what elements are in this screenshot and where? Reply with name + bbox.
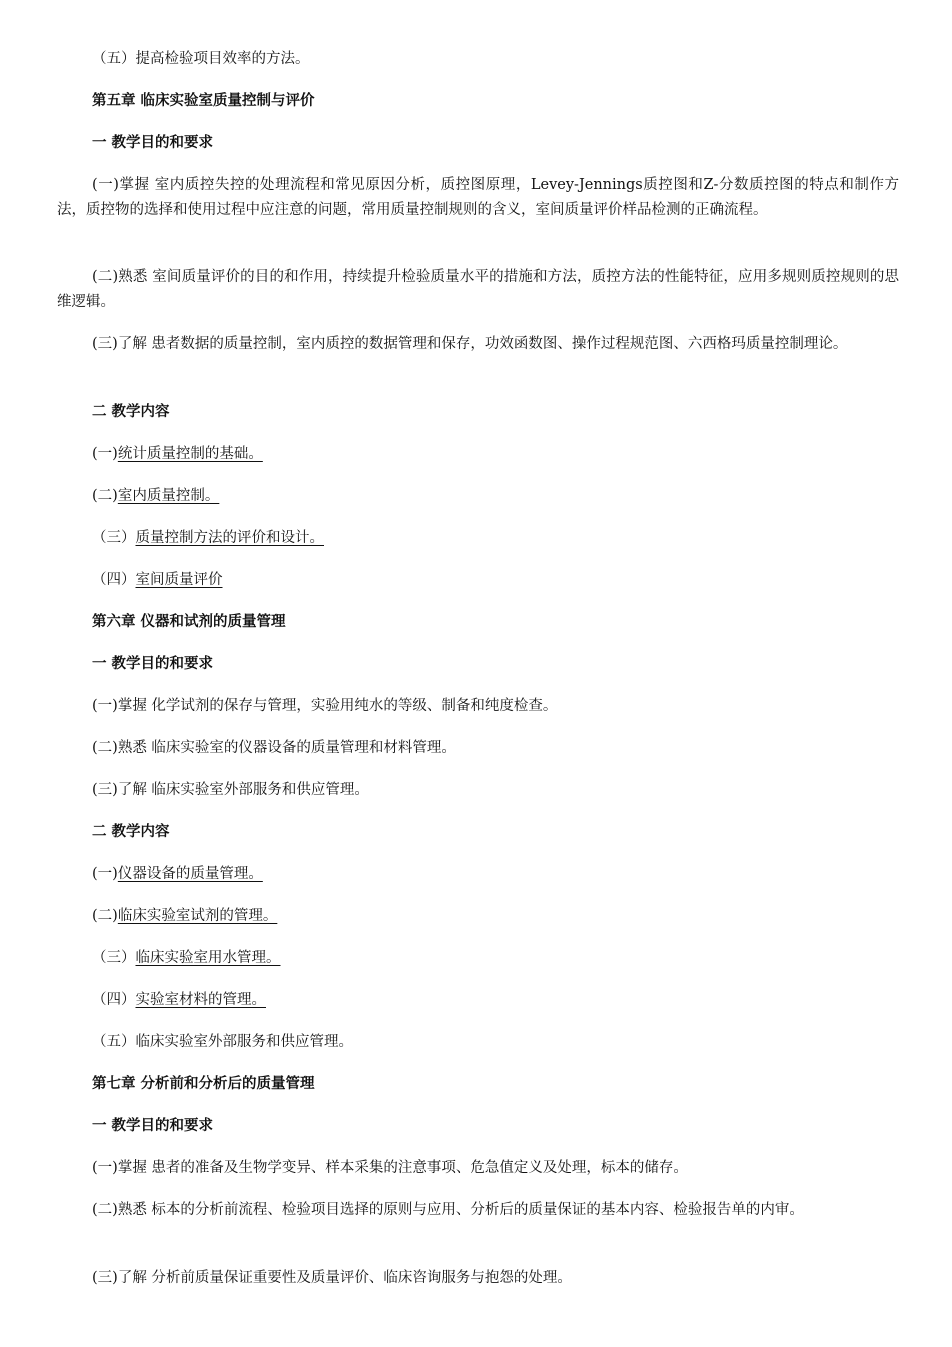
- chapter-5-content-4: [92, 571, 223, 589]
- content-link[interactable]: 仪器设备的质量管理。: [117, 866, 263, 882]
- chapter-6-content-5: （五）临床实验室外部服务和供应管理。: [92, 1034, 353, 1050]
- chapter-7-title: 第七章 分析前和分析后的质量管理: [92, 1075, 315, 1092]
- content-link[interactable]: 室内质量控制。: [117, 488, 220, 504]
- content-link[interactable]: 临床实验室用水管理。: [135, 950, 281, 966]
- chapter-6-content-3: [92, 949, 281, 967]
- content-prefix: （三）: [92, 950, 136, 966]
- chapter-5-content-3: [92, 529, 324, 547]
- chapter-7-objective-familiar: (二)熟悉 标本的分析前流程、检验项目选择的原则与应用、分析后的质量保证的基本内容、检验报告单的内审。: [92, 1202, 804, 1218]
- content-prefix: (二): [92, 908, 118, 924]
- chapter-5-title: 第五章 临床实验室质量控制与评价: [92, 92, 315, 109]
- chapter-5-content-1: [92, 445, 263, 463]
- chapter-6-content-4: [92, 991, 266, 1009]
- content-prefix: （四）: [92, 992, 136, 1008]
- chapter-5-objective-master: (一)掌握 室内质控失控的处理流程和常见原因分析，质控图原理，Levey-Jennings质控图和Z-分数质控图的特点和制作方法，质控物的选择和使用过程中应注意的问题，常用质量控制规则的含义，室间质量评价样品检测的正确流程。: [57, 177, 899, 218]
- chapter-5-objective-familiar: (二)熟悉 室间质量评价的目的和作用，持续提升检验质量水平的措施和方法，质控方法的性能特征，应用多规则质控规则的思维逻辑。: [57, 269, 899, 310]
- chapter-6-objective-master: (一)掌握 化学试剂的保存与管理，实验用纯水的等级、制备和纯度检查。: [92, 698, 558, 714]
- chapter-5-section-objectives: 一 教学目的和要求: [92, 134, 214, 151]
- content-prefix: （四）: [92, 572, 136, 588]
- chapter-6-content-2: [92, 907, 277, 925]
- chapter-7-objective-master: (一)掌握 患者的准备及生物学变异、样本采集的注意事项、危急值定义及处理，标本的储存。: [92, 1160, 688, 1176]
- chapter-6-objective-familiar: (二)熟悉 临床实验室的仪器设备的质量管理和材料管理。: [92, 740, 456, 756]
- chapter-6-objective-understand: (三)了解 临床实验室外部服务和供应管理。: [92, 782, 369, 798]
- chapter-6-content-1: [92, 865, 263, 883]
- content-link[interactable]: 临床实验室试剂的管理。: [117, 908, 278, 924]
- chapter-6-title: 第六章 仪器和试剂的质量管理: [92, 613, 286, 630]
- chapter-7-section-objectives: 一 教学目的和要求: [92, 1117, 214, 1134]
- chapter-5-content-2: [92, 487, 219, 505]
- content-prefix: (一): [92, 866, 118, 882]
- chapter-5-section-content: 二 教学内容: [92, 403, 170, 420]
- chapter-6-section-objectives: 一 教学目的和要求: [92, 655, 214, 672]
- chapter-6-section-content: 二 教学内容: [92, 823, 170, 840]
- content-link[interactable]: 室间质量评价: [135, 572, 223, 588]
- content-link[interactable]: 实验室材料的管理。: [135, 992, 266, 1008]
- chapter-5-objective-understand: (三)了解 患者数据的质量控制，室内质控的数据管理和保存，功效函数图、操作过程规范图、六西格玛质量控制理论。: [92, 336, 848, 352]
- content-link[interactable]: 质量控制方法的评价和设计。: [135, 530, 324, 546]
- content-link[interactable]: 统计质量控制的基础。: [117, 446, 263, 462]
- item-efficiency-methods: （五）提高检验项目效率的方法。: [92, 51, 310, 67]
- content-prefix: (一): [92, 446, 118, 462]
- content-prefix: （三）: [92, 530, 136, 546]
- content-prefix: (二): [92, 488, 118, 504]
- chapter-7-objective-understand: (三)了解 分析前质量保证重要性及质量评价、临床咨询服务与抱怨的处理。: [92, 1270, 572, 1286]
